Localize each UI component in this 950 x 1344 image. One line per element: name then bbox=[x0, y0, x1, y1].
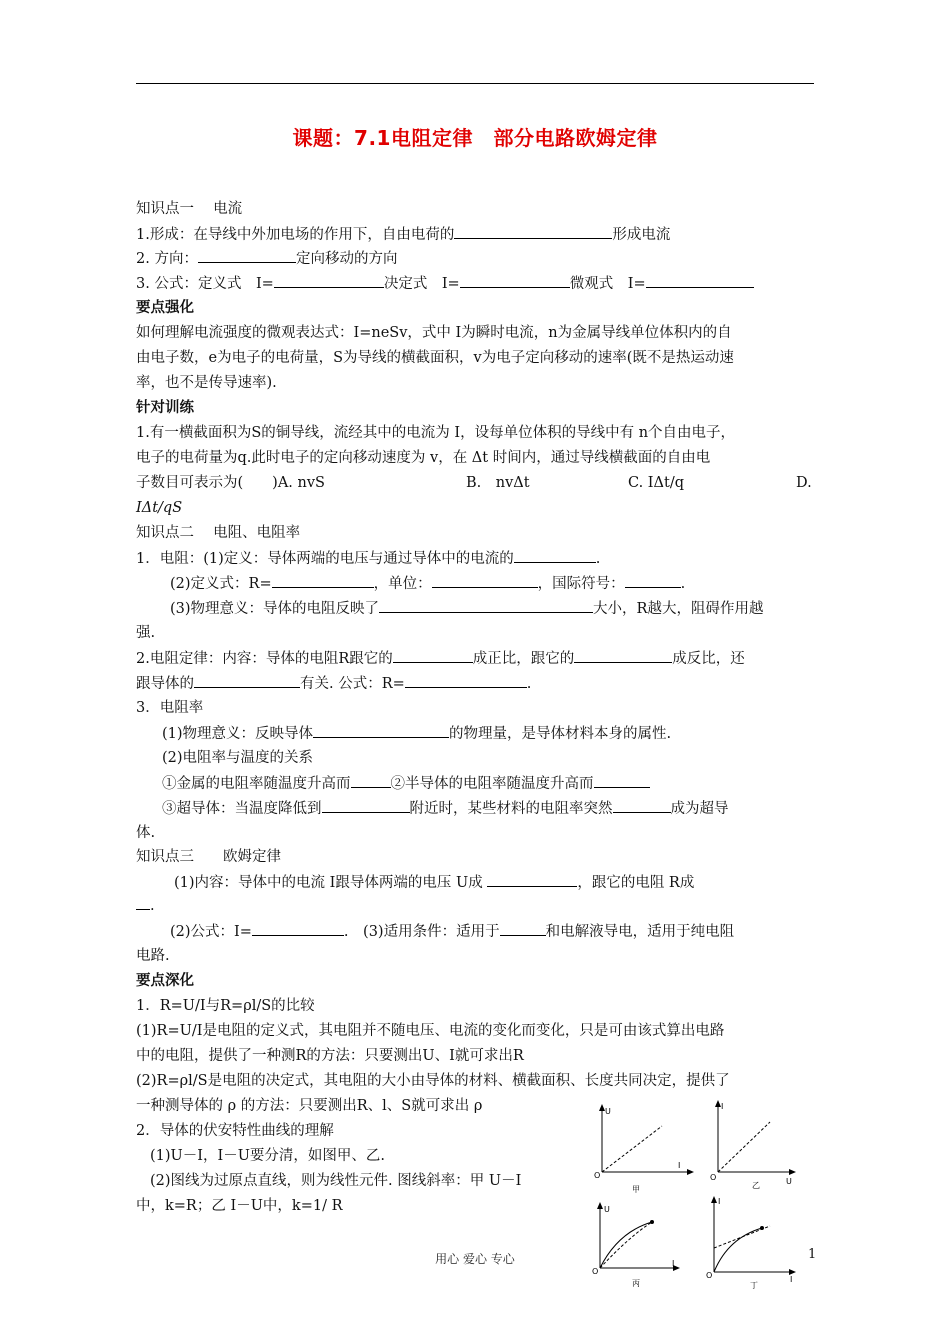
section-heading-current: 知识点一 电流 bbox=[136, 201, 243, 217]
axis-label-y: I bbox=[721, 1102, 724, 1111]
text: 定向移动的方向 bbox=[295, 251, 398, 267]
fill-blank bbox=[574, 647, 672, 663]
text: ①金属的电阻率随温度升高而 bbox=[162, 776, 351, 792]
header-rule bbox=[136, 83, 814, 84]
text: (1)内容：导体中的电流 I跟导体两端的电压 U成 bbox=[174, 875, 483, 891]
text-line: (2)图线为过原点直线，则为线性元件. 图线斜率：甲 U－I bbox=[150, 1173, 522, 1189]
axis-label-x: I bbox=[672, 1259, 675, 1268]
text-line bbox=[136, 672, 531, 695]
fill-blank bbox=[514, 547, 596, 563]
text: . (3)适用条件：适用于 bbox=[343, 924, 500, 940]
figure-caption: 乙 bbox=[752, 1181, 760, 1190]
figure-caption: 丙 bbox=[632, 1279, 640, 1288]
text-line bbox=[136, 647, 745, 670]
text-line: (1)U－I，I－U要分清，如图甲、乙. bbox=[150, 1148, 386, 1164]
fill-blank bbox=[487, 871, 577, 887]
text: 形成电流 bbox=[612, 227, 671, 243]
text: (1)物理意义：反映导体 bbox=[162, 726, 314, 742]
origin-label: O bbox=[706, 1271, 713, 1280]
fill-blank bbox=[379, 597, 593, 613]
page-title: 课题：7.1电阻定律 部分电路欧姆定律 bbox=[292, 126, 658, 150]
origin-label: O bbox=[592, 1267, 599, 1276]
axis-label-x: I bbox=[678, 1161, 681, 1170]
text: ③超导体：当温度降低到 bbox=[162, 801, 322, 817]
figure-yi bbox=[706, 1092, 810, 1192]
text-line bbox=[170, 572, 685, 595]
text: . bbox=[595, 551, 601, 567]
fill-blank bbox=[393, 647, 473, 663]
text: 2.电阻定律：内容：导体的电阻R跟它的 bbox=[136, 651, 393, 667]
option-b: B. nvΔt bbox=[466, 475, 530, 491]
fill-blank bbox=[351, 772, 391, 788]
section-heading-resistance: 知识点二 电阻、电阻率 bbox=[136, 525, 301, 541]
text-line bbox=[174, 871, 694, 894]
option-c: C. IΔt/q bbox=[628, 475, 684, 491]
axis-label-y: U bbox=[605, 1107, 611, 1116]
text-line bbox=[136, 547, 600, 570]
text: 微观式 I= bbox=[569, 276, 646, 292]
text: 和电解液导电，适用于纯电阻 bbox=[545, 924, 735, 940]
fill-blank bbox=[405, 672, 527, 688]
fill-blank bbox=[432, 572, 538, 588]
text: ②半导体的电阻率随温度升高而 bbox=[390, 776, 594, 792]
text: 跟导体的 bbox=[136, 676, 194, 692]
text: 2. 方向： bbox=[136, 251, 198, 267]
text: . bbox=[526, 676, 532, 692]
text-line bbox=[136, 247, 397, 270]
option-a: 子数目可表示为( )A. nvS bbox=[136, 475, 325, 491]
page-number: 1 bbox=[808, 1247, 817, 1262]
question-line: 1.有一横截面积为S的铜导线，流经其中的电流为 I，设每单位体积的导线中有 n个自由电子， bbox=[136, 425, 736, 441]
fill-blank bbox=[613, 797, 671, 813]
text-line: 如何理解电流强度的微观表达式：I=neSv，式中 I为瞬时电流，n为金属导线单位体积内的自 bbox=[136, 325, 732, 341]
text-line bbox=[162, 772, 650, 795]
text-line: (2)R=ρl/S是电阻的决定式，其电阻的大小由导体的材料、横截面积、长度共同决定，提供了 bbox=[136, 1073, 730, 1089]
text-line: 体. bbox=[136, 825, 156, 841]
question-line: 电子的电荷量为q.此时电子的定向移动速度为 v，在 Δt 时间内，通过导线横截面的自由电 bbox=[136, 450, 711, 466]
section-heading-ohm: 知识点三 欧姆定律 bbox=[136, 849, 281, 865]
fill-blank bbox=[500, 920, 546, 936]
page-footer: 用心 爱心 专心 bbox=[435, 1252, 515, 1266]
text: 成正比，跟它的 bbox=[472, 651, 575, 667]
text-line bbox=[162, 797, 729, 820]
text-line bbox=[170, 920, 734, 943]
fill-blank bbox=[272, 572, 374, 588]
fill-blank bbox=[646, 272, 754, 288]
fill-blank bbox=[194, 672, 300, 688]
text-line: 中，k=R；乙 I－U中，k=1/ R bbox=[136, 1198, 343, 1214]
text: 成为超导 bbox=[670, 801, 729, 817]
axis-label-x: I bbox=[790, 1275, 793, 1284]
text-line bbox=[170, 597, 763, 620]
text-line: 中的电阻，提供了一种测R的方法：只要测出U、I就可求出R bbox=[136, 1048, 524, 1064]
text: ，跟它的电阻 R成 bbox=[577, 875, 695, 891]
axis-label-x: U bbox=[786, 1177, 792, 1186]
fill-blank bbox=[594, 772, 650, 788]
text-line: 2．导体的伏安特性曲线的理解 bbox=[136, 1123, 334, 1139]
fill-blank bbox=[460, 272, 570, 288]
origin-label: O bbox=[594, 1171, 601, 1180]
text: ，国际符号： bbox=[537, 576, 625, 592]
text: 成反比，还 bbox=[672, 651, 745, 667]
text-line bbox=[136, 272, 754, 295]
key-points-deep-heading: 要点深化 bbox=[136, 973, 194, 989]
text: (2)公式：I= bbox=[170, 924, 252, 940]
key-points-heading: 要点强化 bbox=[136, 300, 194, 316]
text: 1．电阻：(1)定义：导体两端的电压与通过导体中的电流的 bbox=[136, 551, 514, 567]
text: . bbox=[680, 576, 686, 592]
text: 附近时，某些材料的电阻率突然 bbox=[409, 801, 613, 817]
text-line: 3．电阻率 bbox=[136, 700, 204, 716]
text-line: 电路. bbox=[136, 948, 170, 964]
figure-caption: 丁 bbox=[750, 1281, 758, 1290]
question-line bbox=[136, 472, 325, 494]
text: ，单位： bbox=[373, 576, 432, 592]
figure-caption: 甲 bbox=[632, 1185, 640, 1194]
fill-blank bbox=[136, 894, 150, 910]
fill-blank bbox=[252, 920, 344, 936]
origin-label: O bbox=[710, 1173, 717, 1182]
axis-label-y: U bbox=[604, 1205, 610, 1214]
figure-jia bbox=[592, 1100, 702, 1196]
text: 1.形成：在导线中外加电场的作用下，自由电荷的 bbox=[136, 227, 455, 243]
figure-bing bbox=[588, 1198, 692, 1290]
text-line bbox=[136, 223, 670, 246]
text: . bbox=[150, 898, 155, 914]
option-d-value: IΔt/qS bbox=[136, 500, 183, 516]
text: 3. 公式：定义式 I= bbox=[136, 276, 274, 292]
training-heading: 针对训练 bbox=[136, 400, 194, 416]
text: 有关. 公式：R= bbox=[300, 676, 405, 692]
fill-blank bbox=[313, 722, 449, 738]
text: 决定式 I= bbox=[383, 276, 460, 292]
fill-blank bbox=[198, 247, 296, 263]
text: (3)物理意义：导体的电阻反映了 bbox=[170, 601, 380, 617]
text-line: (1)R=U/I是电阻的定义式，其电阻并不随电压、电流的变化而变化，只是可由该式算出电路 bbox=[136, 1023, 725, 1039]
text: (2)定义式：R= bbox=[170, 576, 272, 592]
text-line: (2)电阻率与温度的关系 bbox=[162, 750, 314, 766]
text-line: 由电子数，e为电子的电荷量，S为导线的横截面积，v为电子定向移动的速率(既不是热运动速 bbox=[136, 350, 734, 366]
text-line bbox=[136, 894, 155, 917]
fill-blank bbox=[322, 797, 410, 813]
option-d: D. bbox=[796, 475, 812, 491]
text: 大小，R越大，阻碍作用越 bbox=[593, 601, 764, 617]
fill-blank bbox=[274, 272, 384, 288]
text-line: 1．R=U/I与R=ρl/S的比较 bbox=[136, 998, 315, 1014]
fill-blank bbox=[625, 572, 681, 588]
text-line bbox=[162, 722, 671, 745]
figure-ding bbox=[700, 1192, 804, 1292]
text-line: 率，也不是传导速率). bbox=[136, 375, 277, 391]
text: 的物理量，是导体材料本身的属性. bbox=[449, 726, 672, 742]
text-line: 强. bbox=[136, 625, 156, 641]
text-line: 一种测导体的 ρ 的方法：只要测出R、l、S就可求出 ρ bbox=[136, 1098, 483, 1114]
axis-label-y: I bbox=[718, 1197, 721, 1206]
fill-blank bbox=[454, 223, 612, 239]
